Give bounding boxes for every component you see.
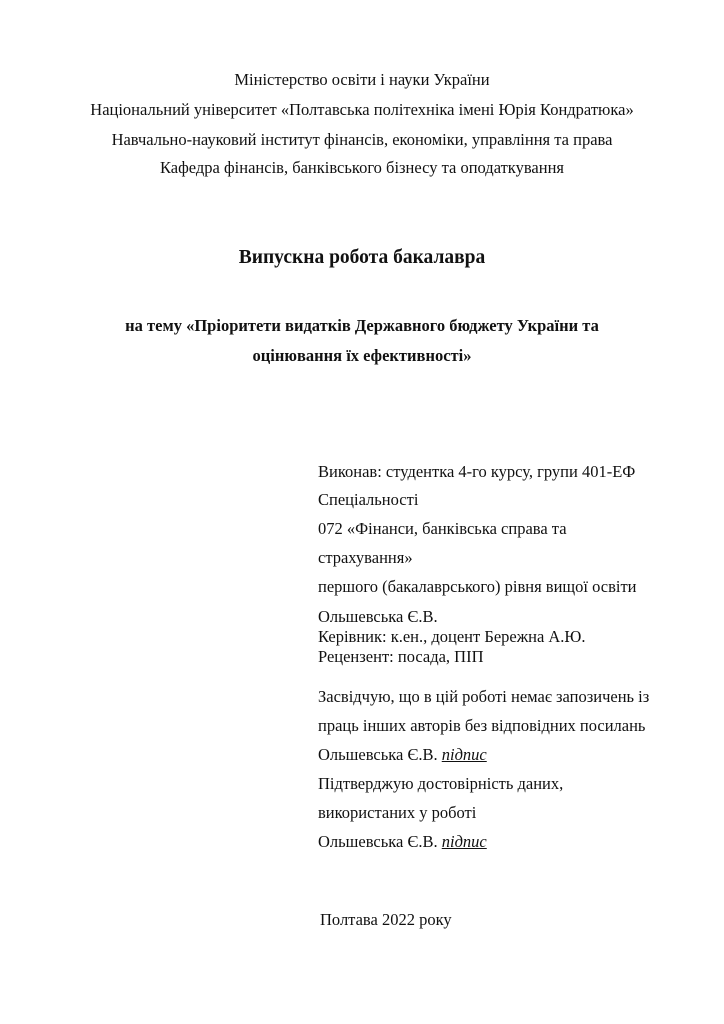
signature-placeholder: підпис xyxy=(441,832,487,851)
specialty-line-2: страхування» xyxy=(318,548,413,567)
ministry-line: Міністерство освіти і науки України xyxy=(234,70,490,89)
signature-row-2 xyxy=(318,832,487,852)
topic-line-2: оцінювання їх ефективності» xyxy=(252,346,472,365)
institute-line: Навчально-науковий інститут фінансів, економіки, управління та права xyxy=(111,130,613,149)
specialty-line-1: 072 «Фінанси, банківська справа та xyxy=(318,519,567,538)
topic-line-1: на тему «Пріоритети видатків Державного бюджету України та xyxy=(125,316,599,335)
specialty-label: Спеціальності xyxy=(318,490,419,509)
signer-name: Ольшевська Є.В. xyxy=(318,745,438,764)
certification-line-3: Підтверджую достовірність даних, xyxy=(318,774,564,793)
department-line: Кафедра фінансів, банківського бізнесу та оподаткування xyxy=(159,158,564,177)
certification-line-2: праць інших авторів без відповідних посилань xyxy=(318,716,646,735)
reviewer: Рецензент: посада, ПІП xyxy=(318,647,484,666)
certification-line-4: використаних у роботі xyxy=(318,803,477,822)
education-level: першого (бакалаврського) рівня вищої освіти xyxy=(318,577,637,596)
document-title: Випускна робота бакалавра xyxy=(238,247,486,268)
place-year: Полтава 2022 року xyxy=(320,910,452,929)
university-line: Національний університет «Полтавська політехніка імені Юрія Кондратюка» xyxy=(90,100,634,119)
signature-row-1 xyxy=(318,745,487,765)
student-name: Ольшевська Є.В. xyxy=(318,607,438,626)
signature-placeholder: підпис xyxy=(441,745,487,764)
performed-by: Виконав: студентка 4-го курсу, групи 401-ЕФ xyxy=(318,462,636,481)
certification-line-1: Засвідчую, що в цій роботі немає запозичень із xyxy=(318,687,650,706)
signer-name: Ольшевська Є.В. xyxy=(318,832,438,851)
supervisor: Керівник: к.ен., доцент Бережна А.Ю. xyxy=(318,627,586,646)
